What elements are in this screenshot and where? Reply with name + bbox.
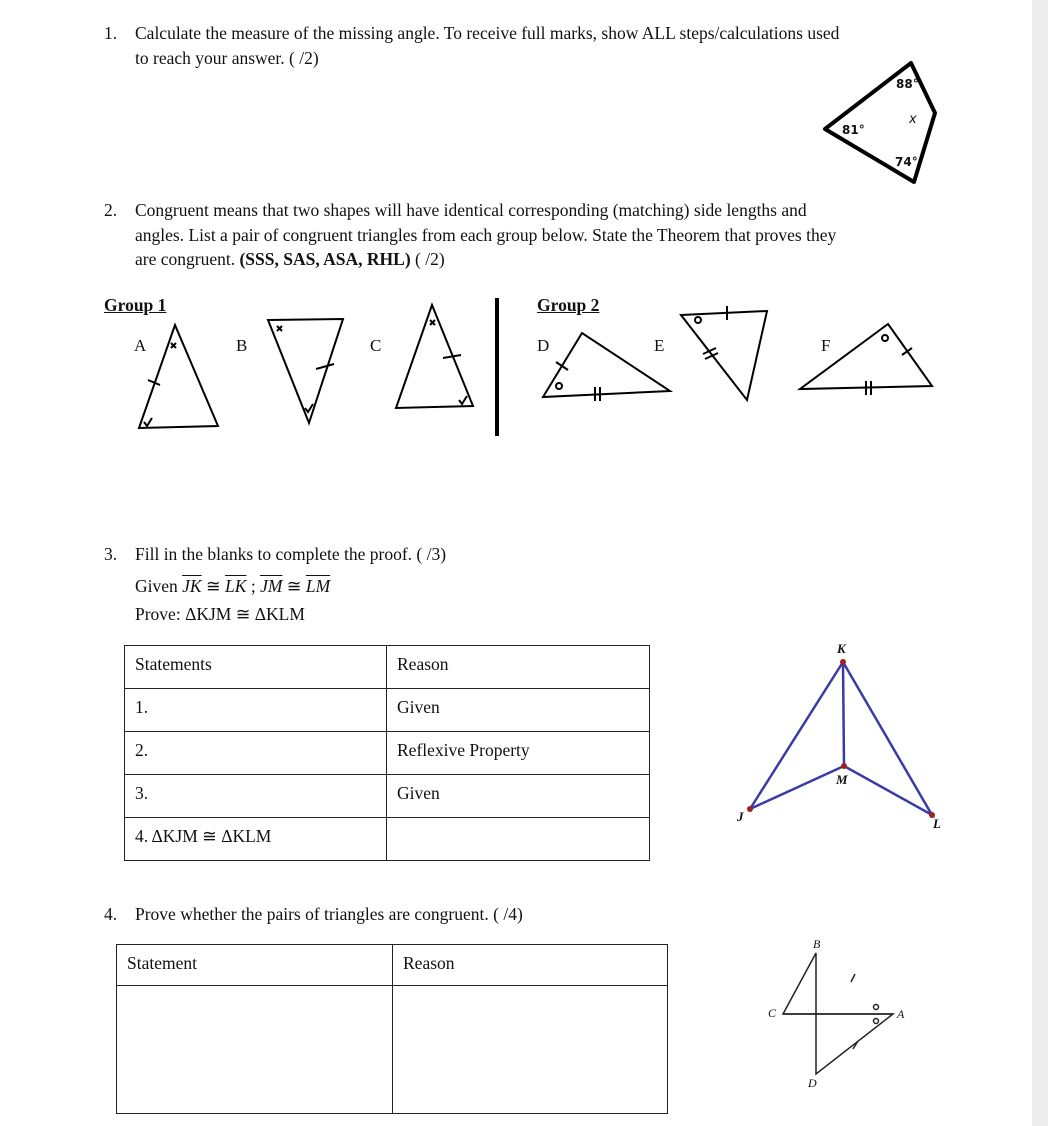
q2-text-2: angles. List a pair of congruent triangles from each group below. State the Theorem that proves they [135,225,837,245]
segment-jk: $\overline{JK}$ [182,576,202,596]
statement-cell[interactable]: 1. [125,689,387,732]
q3-number: 3. [104,544,118,564]
table-header-row [117,945,668,986]
angle-88: 88° [896,77,919,91]
point-l: L [933,816,941,831]
congruent-symbol: ≅ [201,576,226,596]
table-row[interactable] [125,689,650,732]
q1-text-2: to reach your answer. ( /2) [135,48,319,68]
table-row[interactable] [125,732,650,775]
table-row[interactable] [125,775,650,818]
kjml-figure [750,662,932,815]
angle-74: 74° [895,155,918,169]
segment-lk: $\overline{LK}$ [225,576,247,596]
label-c: C [370,336,382,355]
header-statements: Statements [125,646,387,689]
point-m: M [836,772,848,787]
group-2-heading: Group 2 [537,295,600,315]
point-b: B [813,937,821,951]
bcda-figure [783,953,893,1074]
group-triangles [139,298,932,436]
separator: ; [246,576,261,596]
theorem-list: (SSS, SAS, ASA, RHL) [239,249,411,269]
label-b: B [236,336,248,355]
q3-prove: Prove: ΔKJM ≅ ΔKLM [135,604,305,624]
table-row[interactable] [125,818,650,861]
angle-81: 81° [842,123,865,137]
triangle-b [268,319,343,423]
label-f: F [821,336,831,355]
point-k: K [837,641,846,656]
point-a: A [897,1007,905,1021]
group-1-heading: Group 1 [104,295,167,315]
header-statement: Statement [117,945,393,986]
reason-cell: Given [387,689,650,732]
header-reason: Reason [387,646,650,689]
triangle-e [681,311,767,400]
table-row[interactable] [117,986,668,1114]
reason-cell[interactable] [387,818,650,861]
congruent-symbol: ≅ [282,576,306,596]
q2-marks: ( /2) [410,249,445,269]
table-header-row [125,646,650,689]
label-e: E [654,336,665,355]
label-a: A [134,336,147,355]
point-c: C [768,1006,777,1020]
reason-cell: Reflexive Property [387,732,650,775]
given-label: Given [135,576,183,596]
q1-number: 1. [104,23,118,43]
triangle-f [800,324,932,389]
header-reason: Reason [393,945,668,986]
q2-text-1: Congruent means that two shapes will have identical corresponding (matching) side lengths and [135,200,807,220]
reason-cell: Given [387,775,650,818]
q4-text: Prove whether the pairs of triangles are congruent. ( /4) [135,904,523,924]
angle-x: x [909,112,917,127]
statement-cell[interactable]: 3. [125,775,387,818]
q2-text-3a: are congruent. [135,249,240,269]
q4-number: 4. [104,904,118,924]
q1-text-1: Calculate the measure of the missing angle. To receive full marks, show ALL steps/calculations used [135,23,840,43]
segment-jm: $\overline{JM}$ [260,576,283,596]
statement-cell[interactable]: 2. [125,732,387,775]
point-d: D [808,1076,817,1090]
triangle-a [139,325,218,428]
statement-cell: 4. ΔKJM ≅ ΔKLM [125,818,387,861]
proof-table [124,645,650,861]
point-j: J [737,809,744,824]
segment-lm: $\overline{LM}$ [305,576,331,596]
reason-cell[interactable] [393,986,668,1114]
q3-text: Fill in the blanks to complete the proof. ( /3) [135,544,447,564]
q2-number: 2. [104,200,118,220]
label-d: D [537,336,550,355]
statement-cell[interactable] [117,986,393,1114]
q3-given [135,574,330,599]
q4-table [116,944,668,1114]
